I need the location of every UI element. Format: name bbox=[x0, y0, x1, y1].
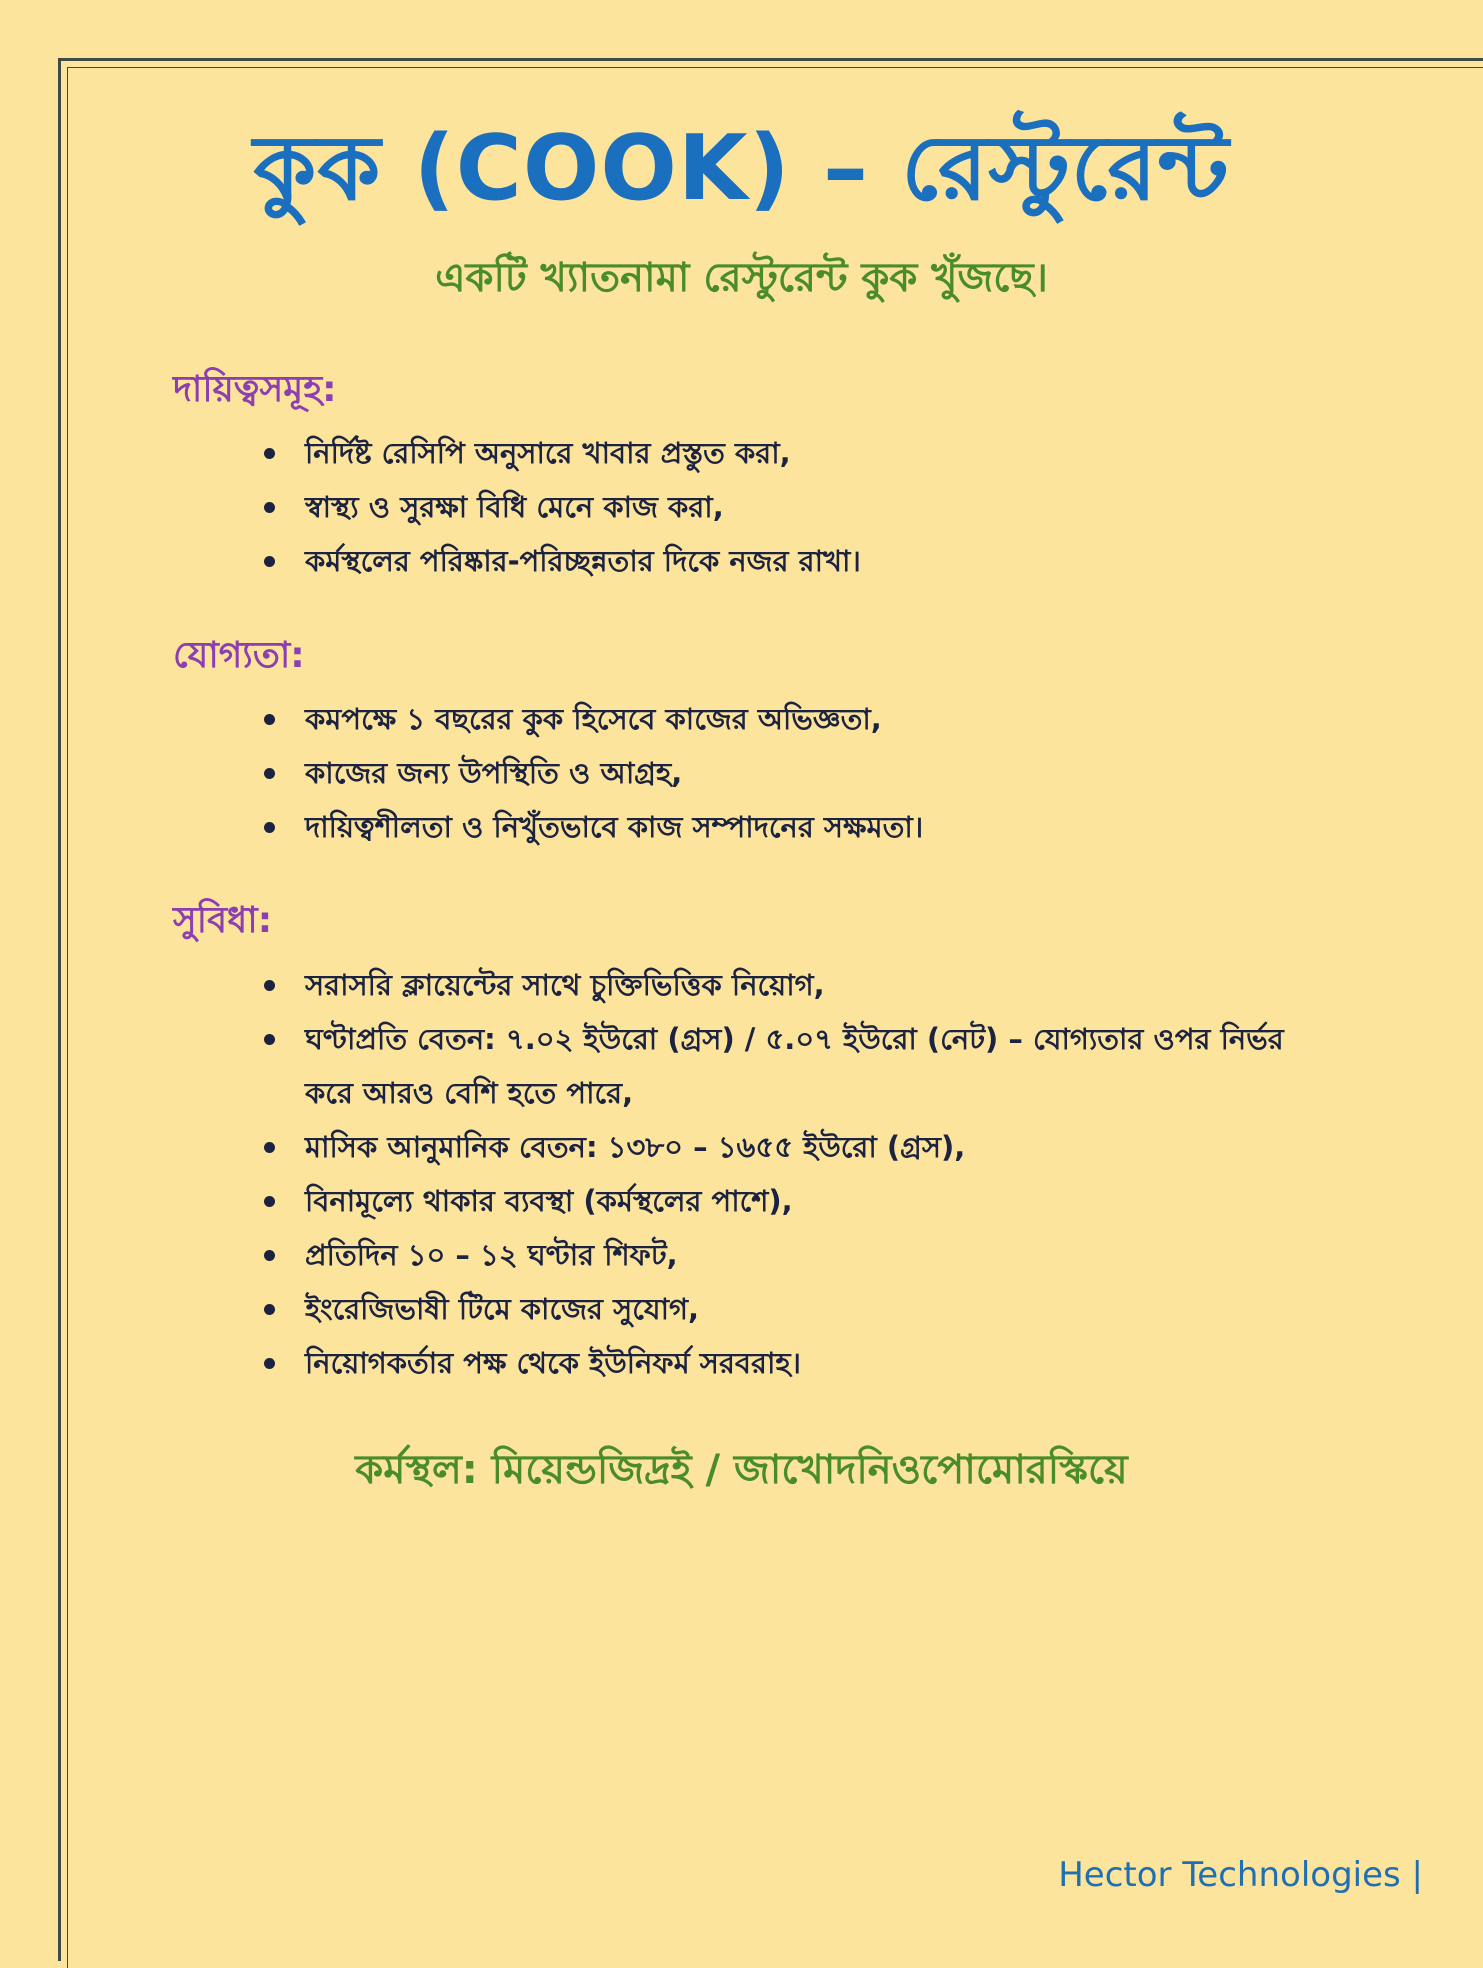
bullet-icon bbox=[264, 768, 275, 779]
list-item: প্রতিদিন ১০ – ১২ ঘণ্টার শিফট, bbox=[260, 1228, 1305, 1282]
list-item: ইংরেজিভাষী টিমে কাজের সুযোগ, bbox=[260, 1282, 1305, 1336]
bullet-icon bbox=[264, 980, 275, 991]
bullet-icon bbox=[264, 1250, 275, 1261]
bullet-icon bbox=[264, 556, 275, 567]
job-subtitle: একটি খ্যাতনামা রেস্টুরেন্ট কুক খুঁজছে। bbox=[435, 255, 1048, 301]
list-item: কর্মস্থলের পরিষ্কার-পরিচ্ছন্নতার দিকে নজর রাখা। bbox=[260, 534, 861, 588]
list-item: নির্দিষ্ট রেসিপি অনুসারে খাবার প্রস্তুত করা, bbox=[260, 426, 861, 480]
list-item: সরাসরি ক্লায়েন্টের সাথে চুক্তিভিত্তিক নিয়োগ, bbox=[260, 958, 1305, 1012]
list-item: ঘণ্টাপ্রতি বেতন: ৭.০২ ইউরো (গ্রস) / ৫.০৭ ইউরো (নেট) – যোগ্যতার ওপর নির্ভর করে আরও বেশি হতে পারে, bbox=[260, 1012, 1305, 1120]
bullet-icon bbox=[264, 1196, 275, 1207]
bullet-icon bbox=[264, 714, 275, 725]
bullet-icon bbox=[264, 502, 275, 513]
list-item: কমপক্ষে ১ বছরের কুক হিসেবে কাজের অভিজ্ঞতা, bbox=[260, 692, 923, 746]
bullet-icon bbox=[264, 1358, 275, 1369]
bullet-icon bbox=[264, 1142, 275, 1153]
responsibilities-heading: দায়িত্বসমূহ: bbox=[173, 369, 337, 410]
bullet-icon bbox=[264, 822, 275, 833]
list-item: মাসিক আনুমানিক বেতন: ১৩৮০ – ১৬৫৫ ইউরো (গ্রস), bbox=[260, 1120, 1305, 1174]
qualifications-heading: যোগ্যতা: bbox=[173, 635, 305, 676]
list-item: নিয়োগকর্তার পক্ষ থেকে ইউনিফর্ম সরবরাহ। bbox=[260, 1336, 1305, 1390]
workplace-location: কর্মস্থল: মিয়েন্ডজিদ্রই / জাখোদনিওপোমোরস্কিয়ে bbox=[355, 1447, 1128, 1493]
qualifications-list bbox=[260, 692, 923, 854]
bullet-icon bbox=[264, 448, 275, 459]
list-item: দায়িত্বশীলতা ও নিখুঁতভাবে কাজ সম্পাদনের সক্ষমতা। bbox=[260, 800, 923, 854]
benefits-heading: সুবিধা: bbox=[173, 900, 273, 941]
list-item: কাজের জন্য উপস্থিতি ও আগ্রহ, bbox=[260, 746, 923, 800]
bullet-icon bbox=[264, 1034, 275, 1045]
list-item: বিনামূল্যে থাকার ব্যবস্থা (কর্মস্থলের পাশে), bbox=[260, 1174, 1305, 1228]
benefits-list bbox=[260, 958, 1305, 1390]
job-title: কুক (COOK) – রেস্টুরেন্ট bbox=[253, 116, 1230, 221]
list-item: স্বাস্থ্য ও সুরক্ষা বিধি মেনে কাজ করা, bbox=[260, 480, 861, 534]
brand-watermark: Hector Technologies | bbox=[1058, 1855, 1423, 1895]
responsibilities-list bbox=[260, 426, 861, 588]
bullet-icon bbox=[264, 1304, 275, 1315]
